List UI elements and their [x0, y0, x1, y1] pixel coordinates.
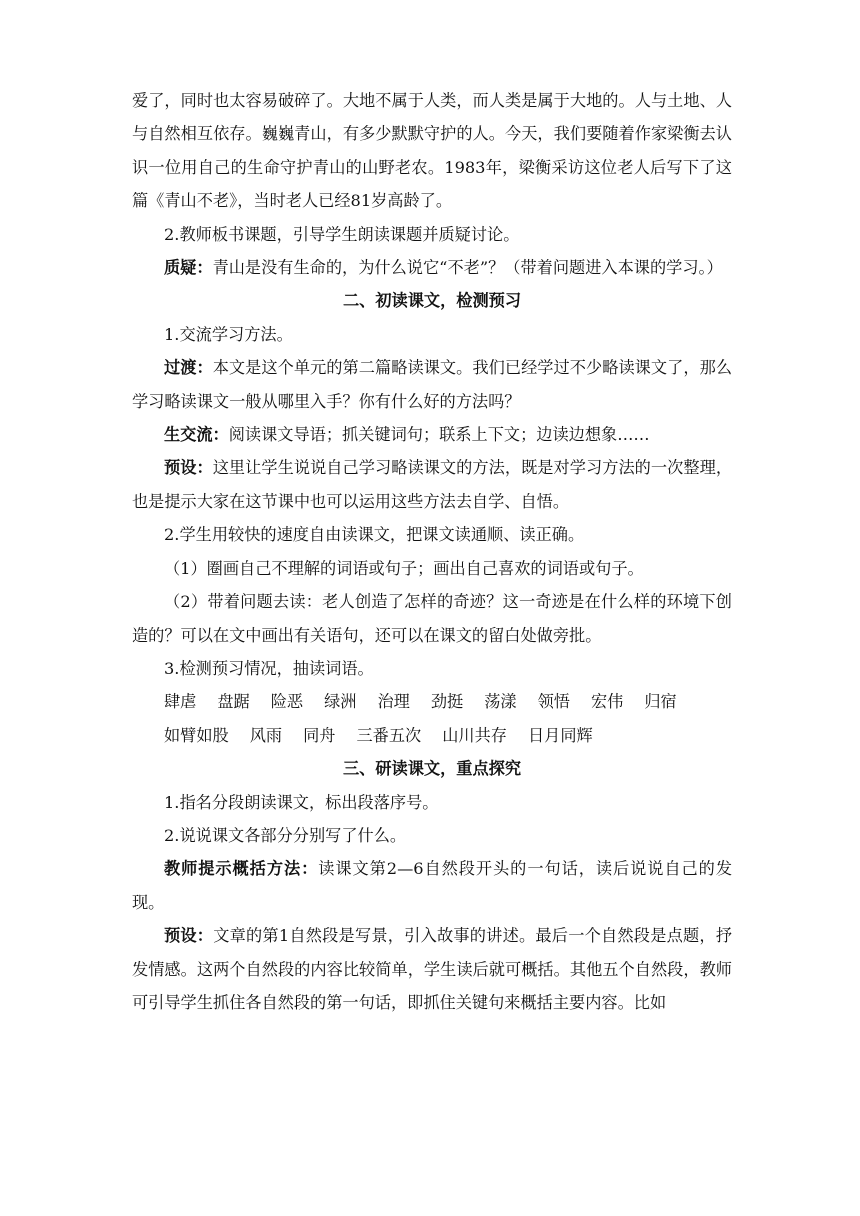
vocab-word: 山川共存: [442, 725, 507, 745]
paragraph: [132, 418, 732, 451]
paragraph-text: 本文是这个单元的第二篇略读课文。我们已经学过不少略读课文了，那么学习略读课文一般从哪里入手？你有什么好的方法吗？: [132, 358, 733, 411]
paragraph-text: 爱了，同时也太容易破碎了。大地不属于人类，而人类是属于大地的。人与土地、人与自然相互依存。巍巍青山，有多少默默守护的人。今天，我们要随着作家梁衡去认识一位用自己的生命守护青山的山野老农。1983年，梁衡采访这位老人后写下了这篇《青山不老》，当时老人已经81岁高龄了。: [132, 91, 732, 211]
section-part2: [132, 752, 732, 1019]
paragraph-text: 青山是没有生命的，为什么说它“不老”？（带着问题进入本课的学习。）: [212, 258, 723, 278]
vocabulary-list: [132, 685, 732, 752]
paragraph-text: 阅读课文导语；抓关键词句；联系上下文；边读边想象……: [228, 425, 650, 445]
paragraph-text: 二、初读课文，检测预习: [342, 291, 522, 311]
vocab-word: 治理: [377, 692, 410, 712]
paragraph-label: 教师提示概括方法：: [164, 859, 319, 879]
vocab-word: 同舟: [303, 725, 336, 745]
paragraph-text: 读课文第2—6自然段开头的一句话，读后说说自己的发现。: [132, 859, 733, 912]
vocab-word: 日月同辉: [528, 725, 593, 745]
vocab-word: 肆虐: [164, 692, 197, 712]
vocab-word: 险恶: [270, 692, 304, 712]
lesson-text: [132, 84, 732, 1019]
paragraph: [132, 852, 732, 919]
paragraph-label: 预设：: [164, 458, 213, 478]
paragraph-text: 2.说说课文各部分分别写了什么。: [164, 825, 407, 845]
paragraph: [132, 218, 732, 251]
section-heading: [132, 284, 732, 317]
paragraph-text: 三、研读课文，重点探究: [342, 759, 522, 779]
paragraph: [132, 84, 732, 218]
paragraph-text: 1.指名分段朗读课文，标出段落序号。: [164, 792, 439, 812]
paragraph-label: 生交流：: [164, 425, 229, 445]
vocab-word: 宏伟: [591, 692, 624, 712]
paragraph-text: 2.教师板书课题，引导学生朗读课题并质疑讨论。: [164, 224, 520, 244]
vocab-word: 劲挺: [430, 692, 464, 712]
vocab-word: 盘踞: [217, 692, 250, 712]
paragraph-text: 2.学生用较快的速度自由读课文，把课文读通顺、读正确。: [164, 525, 585, 545]
vocab-word: 领悟: [537, 692, 570, 712]
paragraph: [132, 251, 732, 284]
paragraph: [132, 652, 732, 685]
vocab-word: 三番五次: [356, 725, 422, 745]
section-heading: [132, 752, 732, 785]
paragraph-text: 1.交流学习方法。: [164, 324, 293, 344]
paragraph-text: （1）圈画自己不理解的词语或句子；画出自己喜欢的词语或句子。: [164, 558, 644, 578]
vocab-word: 绿洲: [324, 692, 357, 712]
paragraph-text: （2）带着问题去读：老人创造了怎样的奇迹？这一奇迹是在什么样的环境下创造的？可以在文中画出有关语句，还可以在课文的留白处做旁批。: [132, 592, 732, 645]
paragraph: [132, 819, 732, 852]
paragraph: [132, 518, 732, 551]
paragraph: [132, 786, 732, 819]
paragraph-label: 质疑：: [164, 258, 213, 278]
paragraph-label: 过渡：: [164, 358, 213, 378]
paragraph: [132, 585, 732, 652]
section-part1: [132, 84, 732, 685]
paragraph: [132, 919, 732, 1019]
paragraph: [132, 318, 732, 351]
vocab-word: 风雨: [249, 725, 283, 745]
vocab-word: 荡漾: [484, 692, 517, 712]
paragraph-text: 这里让学生说说自己学习略读课文的方法，既是对学习方法的一次整理，也是提示大家在这节课中也可以运用这些方法去自学、自悟。: [132, 458, 733, 511]
vocab-word: 如臂如股: [164, 725, 229, 745]
vocab-word: 归宿: [644, 692, 677, 712]
paragraph: [132, 451, 732, 518]
paragraph-label: 预设：: [164, 926, 214, 946]
paragraph-text: 文章的第1自然段是写景，引入故事的讲述。最后一个自然段是点题，抒发情感。这两个自然段的内容比较简单，学生读后就可概括。其他五个自然段，教师可引导学生抓住各自然段的第一句话，即抓住关键句来概括主要内容。比如: [132, 926, 733, 1012]
paragraph-text: 3.检测预习情况，抽读词语。: [164, 658, 374, 678]
paragraph: [132, 552, 732, 585]
paragraph: [132, 351, 732, 418]
